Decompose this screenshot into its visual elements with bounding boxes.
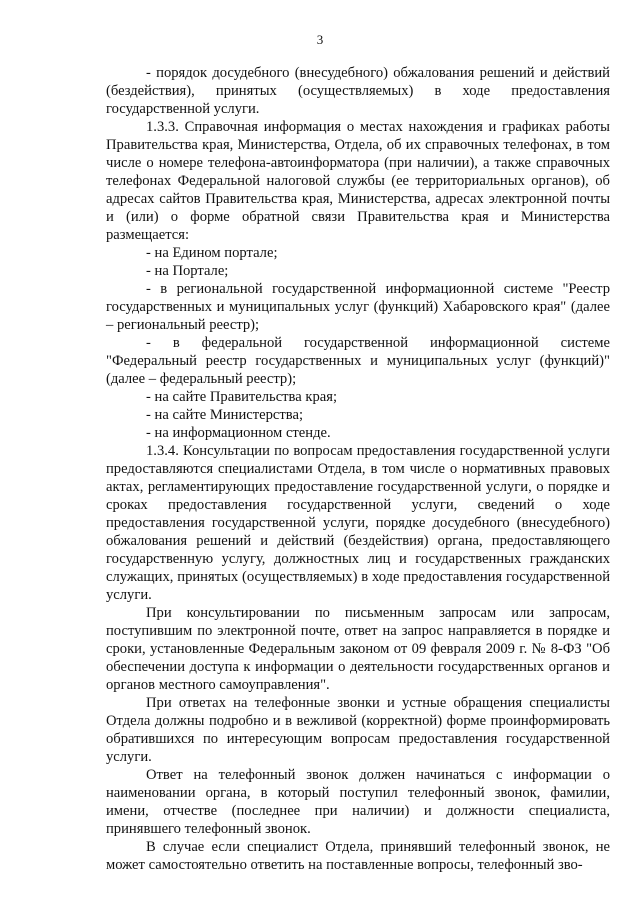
list-item-unified-portal: - на Едином портале; <box>146 245 278 261</box>
document-body <box>106 64 610 874</box>
paragraph-appeal-procedure: - порядок досудебного (внесудебного) обжалования решений и действий (бездействия), принятых (осуществляемых) в ходе предоставления государственной услуги. <box>106 65 610 117</box>
list-item-government-site: - на сайте Правительства края; <box>146 389 338 405</box>
page-number: 3 <box>316 32 324 47</box>
list-item-ministry-site: - на сайте Министерства; <box>146 407 304 423</box>
list-item-portal: - на Портале; <box>146 263 229 279</box>
paragraph-1-3-4: 1.3.4. Консультации по вопросам предоставления государственной услуги предоставляются специалистами Отдела, в том числе о нормативных правовых актах, регламентирующих предоставление государственной услуги, о порядке и сроках предоставления государственной услуги, сведений о ходе предоставления государственной услуги, порядке досудебного (внесудебного) обжалования решений и действий (бездействия) органа, предоставляющего государственную услугу, должностных лиц и государственных гражданских служащих, принятых (осуществляемых) в ходе предоставления государственной услуги. <box>106 443 610 603</box>
paragraph-phone-calls: При ответах на телефонные звонки и устные обращения специалисты Отдела должны подробно и в вежливой (корректной) форме проинформировать обратившихся по интересующим вопросам предоставления государственной услуги. <box>106 695 610 765</box>
paragraph-written-requests: При консультировании по письменным запросам или запросам, поступившим по электронной почте, ответ на запрос направляется в порядке и сроки, установленные Федеральным законом от 09 февраля 2009 г. № 8-ФЗ "Об обеспечении доступа к информации о деятельности государственных органов и органов местного самоуправления". <box>106 605 610 693</box>
paragraph-call-forwarding: В случае если специалист Отдела, принявший телефонный звонок, не может самостоятельно ответить на поставленные вопросы, телефонный зво- <box>106 839 610 873</box>
paragraph-1-3-3: 1.3.3. Справочная информация о местах нахождения и графиках работы Правительства края, Министерства, Отдела, об их справочных телефонах, в том числе о номере телефона-автоинформатора (при наличии), а также справочных телефонах Федеральной налоговой службы (ее территориальных органов), об адресах сайтов Правительства края, Министерства, адресах электронной почты и (или) о форме обратной связи Правительства края и Министерства размещается: <box>106 119 610 243</box>
list-item-info-stand: - на информационном стенде. <box>146 425 331 441</box>
paragraph-call-answer: Ответ на телефонный звонок должен начинаться с информации о наименовании органа, в который поступил телефонный звонок, фамилии, имени, отчестве (последнее при наличии) и должности специалиста, принявшего телефонный звонок. <box>106 767 610 837</box>
list-item-federal-registry: - в федеральной государственной информационной системе "Федеральный реестр государственных и муниципальных услуг (функций)" (далее – федеральный реестр); <box>106 335 610 387</box>
list-item-regional-registry: - в региональной государственной информационной системе "Реестр государственных и муниципальных услуг (функций) Хабаровского края" (далее – региональный реестр); <box>106 281 610 333</box>
